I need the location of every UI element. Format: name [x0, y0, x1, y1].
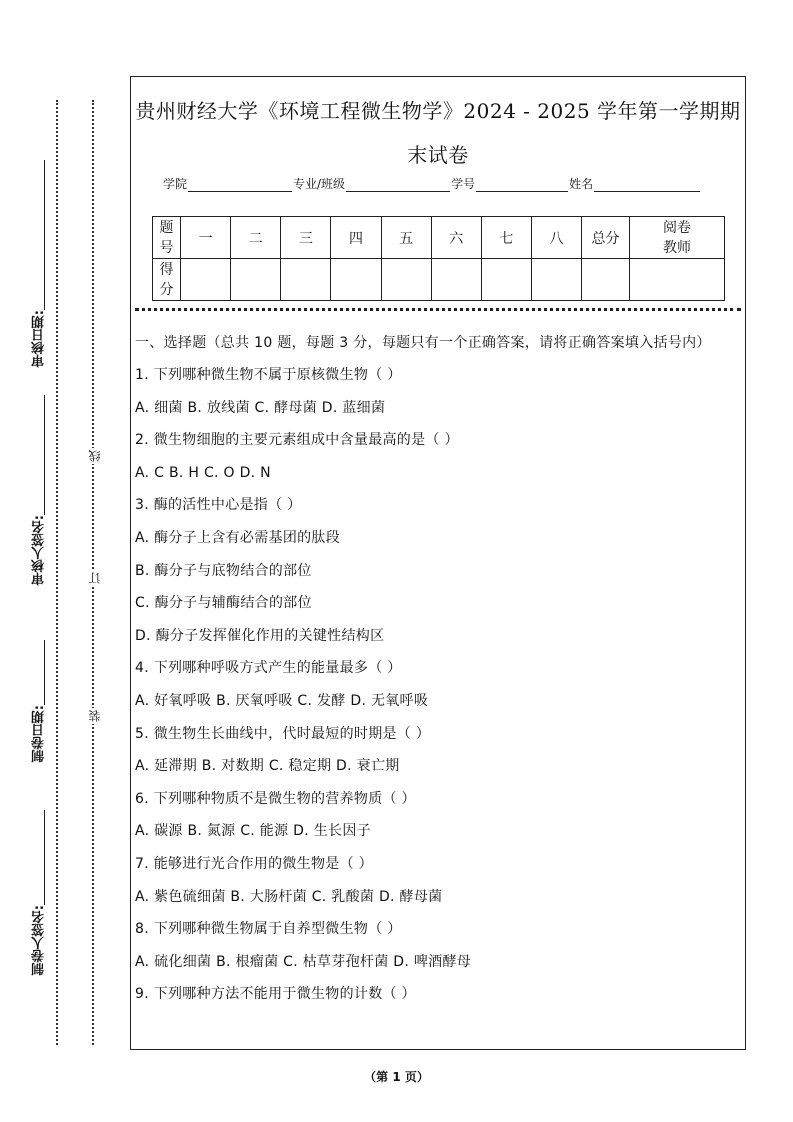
- column-header: 一: [181, 217, 231, 259]
- paper-maker-signature-label: 制卷人签名:: [31, 905, 47, 976]
- major-label: 专业/班级: [293, 177, 346, 191]
- exam-title-line2: 末试卷: [407, 143, 469, 167]
- score-cell[interactable]: [381, 259, 431, 301]
- question-line: 8. 下列哪种微生物属于自养型微生物（ ）: [135, 921, 402, 938]
- question-line: 4. 下列哪种呼吸方式产生的能量最多（ ）: [135, 660, 402, 677]
- score-cell[interactable]: [281, 259, 331, 301]
- score-cell[interactable]: [331, 259, 381, 301]
- review-date-label: 审核日期:: [31, 310, 47, 368]
- question-line: 1. 下列哪种微生物不属于原核微生物（ ）: [135, 367, 402, 383]
- paper-maker-signature-line: [44, 810, 45, 905]
- option-line: A. 酶分子上含有必需基团的肽段: [135, 529, 341, 546]
- column-header: 八: [531, 217, 581, 259]
- major-blank[interactable]: [346, 179, 450, 192]
- question-line: 6. 下列哪种物质不是微生物的营养物质（ ）: [135, 790, 416, 807]
- option-line: A. 细菌 B. 放线菌 C. 酵母菌 D. 蓝细菌: [135, 399, 386, 416]
- column-header: 五: [381, 217, 431, 259]
- score-cell[interactable]: [181, 259, 231, 301]
- option-line: A. 硫化细菌 B. 根瘤菌 C. 枯草芽孢杆菌 D. 啤酒酵母: [135, 953, 472, 970]
- question-line: 5. 微生物生长曲线中，代时最短的时期是（ ）: [135, 725, 431, 742]
- page-number: （第 1 页）: [364, 1070, 429, 1084]
- option-line: A. 延滞期 B. 对数期 C. 稳定期 D. 衰亡期: [135, 758, 400, 775]
- option-line: A. C B. H C. O D. N: [135, 464, 271, 481]
- binding-mark-zhuang: 装: [88, 710, 102, 722]
- name-label: 姓名: [569, 177, 594, 191]
- score-cell[interactable]: [481, 259, 531, 301]
- score-table-header-row: [153, 217, 725, 259]
- review-date-field[interactable]: [24, 160, 54, 367]
- total-score-cell[interactable]: [582, 259, 630, 301]
- exam-frame: [130, 76, 746, 1050]
- student-info-row: [163, 175, 701, 192]
- binding-dotted-line-outer: [56, 100, 58, 1045]
- student-id-label: 学号: [451, 177, 476, 191]
- student-id-blank[interactable]: [476, 179, 568, 192]
- paper-maker-signature-field[interactable]: [24, 810, 54, 975]
- score-cell[interactable]: [231, 259, 281, 301]
- review-date-line: [44, 160, 45, 310]
- score-table: [152, 216, 725, 301]
- option-line: A. 碳源 B. 氮源 C. 能源 D. 生长因子: [135, 823, 371, 840]
- option-line: B. 酶分子与底物结合的部位: [135, 562, 312, 579]
- question-line: 2. 微生物细胞的主要元素组成中含量最高的是（ ）: [135, 432, 459, 449]
- dotted-separator: [135, 308, 741, 311]
- score-cell[interactable]: [431, 259, 481, 301]
- total-score-header: 总分: [582, 217, 630, 259]
- option-line: C. 酶分子与辅酶结合的部位: [135, 595, 312, 612]
- column-header: 四: [331, 217, 381, 259]
- paper-date-line: [44, 640, 45, 705]
- column-header: 七: [481, 217, 531, 259]
- option-line: A. 紫色硫细菌 B. 大肠杆菌 C. 乳酸菌 D. 酵母菌: [135, 888, 443, 905]
- grader-header: 阅卷 教师: [630, 217, 725, 259]
- option-line: A. 好氧呼吸 B. 厌氧呼吸 C. 发酵 D. 无氧呼吸: [135, 692, 429, 709]
- section-heading: 一、选择题（总共 10 题，每题 3 分，每题只有一个正确答案，请将正确答案填入括号内）: [135, 335, 711, 351]
- option-line: D. 酶分子发挥催化作用的关键性结构区: [135, 627, 385, 644]
- binding-mark-ding: 订: [88, 572, 102, 584]
- score-table-score-row: [153, 259, 725, 301]
- column-header: 二: [231, 217, 281, 259]
- question-line: 7. 能够进行光合作用的微生物是（ ）: [135, 855, 373, 872]
- name-blank[interactable]: [594, 179, 700, 192]
- paper-date-label: 制卷日期:: [31, 705, 47, 763]
- reviewer-signature-line: [44, 395, 45, 515]
- grader-signature-cell[interactable]: [630, 259, 725, 301]
- reviewer-signature-field[interactable]: [24, 395, 54, 585]
- college-blank[interactable]: [188, 179, 292, 192]
- question-line: 3. 酶的活性中心是指（ ）: [135, 497, 302, 514]
- paper-date-field[interactable]: [24, 640, 54, 762]
- column-header: 六: [431, 217, 481, 259]
- column-header: 三: [281, 217, 331, 259]
- binding-mark-xian: 线: [88, 450, 102, 462]
- college-label: 学院: [163, 177, 188, 191]
- question-line: 9. 下列哪种方法不能用于微生物的计数（ ）: [135, 986, 416, 1003]
- exam-title: [131, 89, 745, 177]
- score-cell[interactable]: [531, 259, 581, 301]
- exam-content: [135, 332, 739, 1017]
- exam-title-line1: 贵州财经大学《环境工程微生物学》2024 - 2025 学年第一学期期: [135, 99, 741, 123]
- question-number-label: 题 号: [153, 217, 181, 259]
- score-row-label: 得 分: [153, 259, 181, 301]
- reviewer-signature-label: 审核人签名:: [31, 515, 47, 586]
